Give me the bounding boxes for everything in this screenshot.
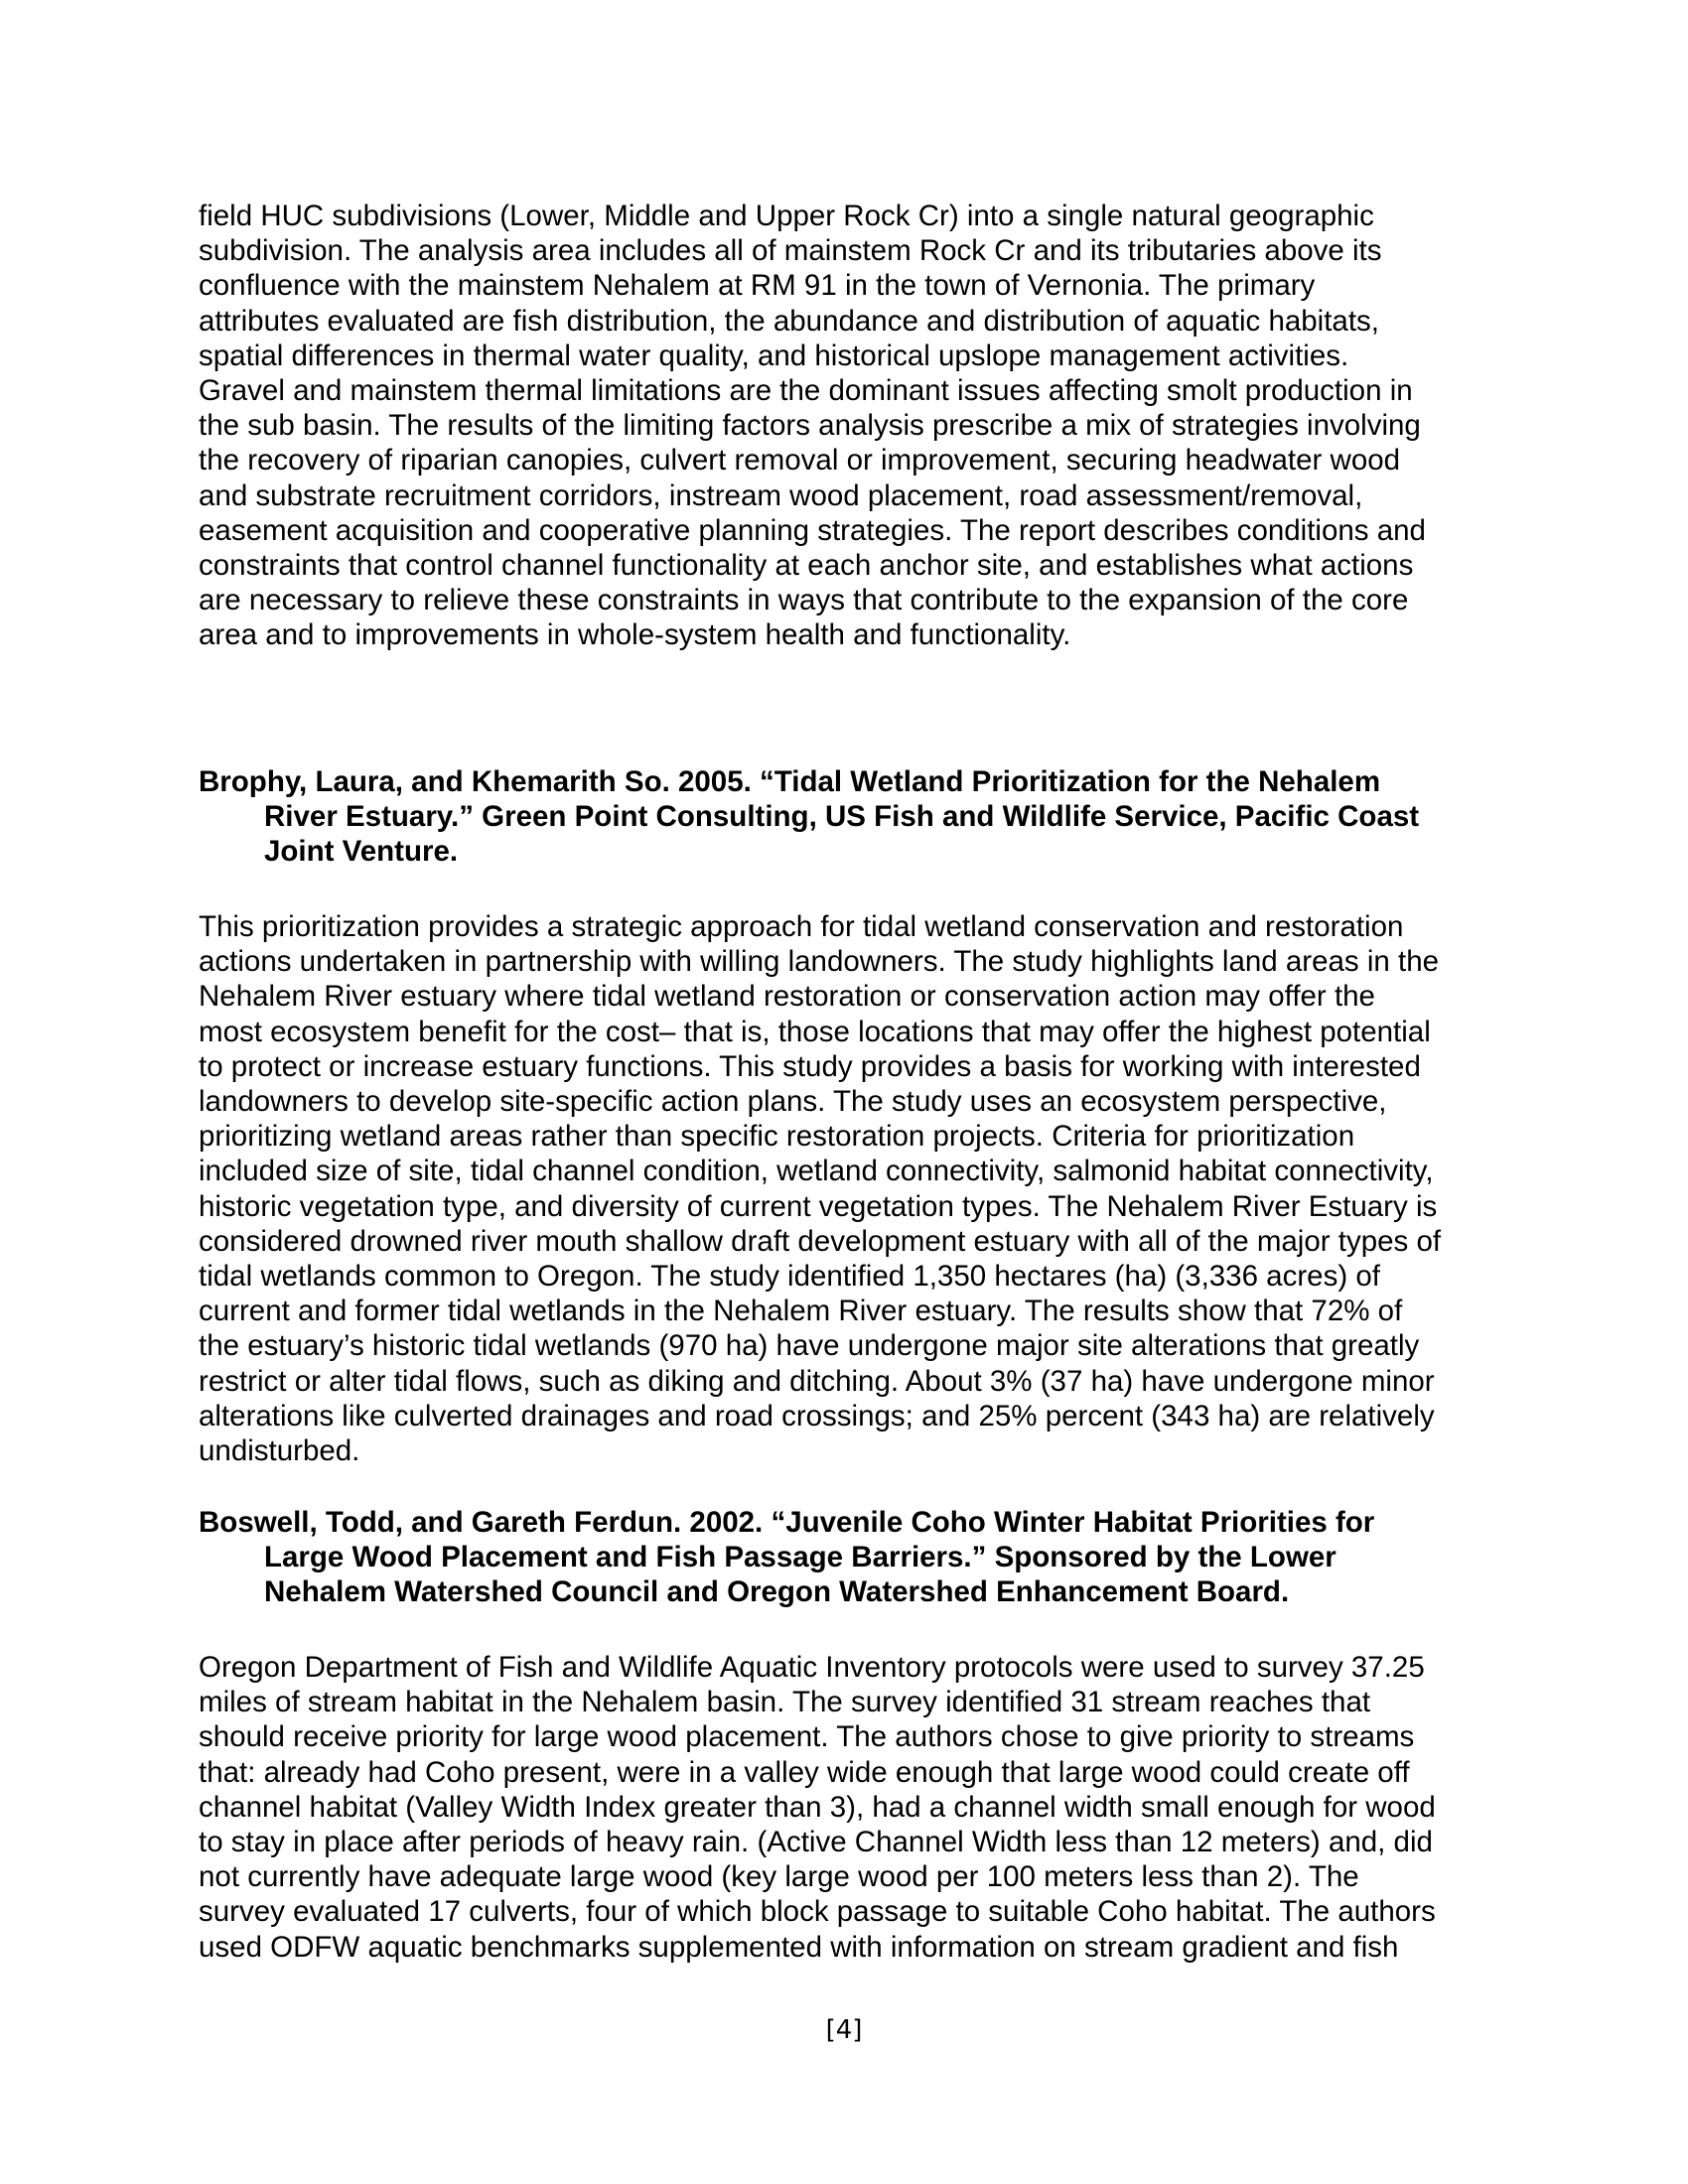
abstract-boswell-2002: Oregon Department of Fish and Wildlife Aquatic Inventory protocols were used to survey 37.25 miles of stream habitat in the Nehalem basin. The survey identified 31 stream reaches that should receive priority for large wood placement. The authors chose to give priority to streams that: already had Coho present, were in a valley wide enough that large wood could create off channel habitat (Valley Width Index greater than 3), had a channel width small enough for wood to stay in place after periods of heavy rain. (Active Channel Width less than 12 meters) and, did not currently have adequate large wood (key large wood per 100 meters less than 2). The survey evaluated 17 culverts, four of which block passage to suitable Coho habitat. The authors used ODFW aquatic benchmarks supplemented with information on stream gradient and fish bbox=[199, 1651, 1436, 1964]
intro-paragraph: field HUC subdivisions (Lower, Middle and Upper Rock Cr) into a single natural geographic subdivision. The analysis area includes all of mainstem Rock Cr and its tributaries above its confluence with the mainstem Nehalem at RM 91 in the town of Vernonia. The primary attributes evaluated are fish distribution, the abundance and distribution of aquatic habitats, spatial differences in thermal water quality, and historical upslope management activities. Gravel and mainstem thermal limitations are the dominant issues affecting smolt production in the sub basin. The results of the limiting factors analysis prescribe a mix of strategies involving the recovery of riparian canopies, culvert removal or improvement, securing headwater wood and substrate recruitment corridors, instream wood placement, road assessment/removal, easement acquisition and cooperative planning strategies. The report describes conditions and constraints that control channel functionality at each anchor site, and establishes what actions are necessary to relieve these constraints in ways that contribute to the expansion of the core area and to improvements in whole-system health and functionality. bbox=[199, 200, 1426, 652]
page-number: [4] bbox=[825, 2015, 863, 2045]
citation-brophy-2005: Brophy, Laura, and Khemarith So. 2005. “Tidal Wetland Prioritization for the Nehalem River Estuary.” Green Point Consulting, US Fish and Wildlife Service, Pacific Coast Joint Venture. bbox=[199, 765, 1420, 869]
abstract-brophy-2005: This prioritization provides a strategic approach for tidal wetland conservation and restoration actions undertaken in partnership with willing landowners. The study highlights land areas in the Nehalem River estuary where tidal wetland restoration or conservation action may offer the most ecosystem benefit for the cost– that is, those locations that may offer the highest potential to protect or increase estuary functions. This study provides a basis for working with interested landowners to develop site-specific action plans. The study uses an ecosystem perspective, prioritizing wetland areas rather than specific restoration projects. Criteria for prioritization included size of site, tidal channel condition, wetland connectivity, salmonid habitat connectivity, historic vegetation type, and diversity of current vegetation types. The Nehalem River Estuary is considered drowned river mouth shallow draft development estuary with all of the major types of tidal wetlands common to Oregon. The study identified 1,350 hectares (ha) (3,336 acres) of current and former tidal wetlands in the Nehalem River estuary. The results show that 72% of the estuary’s historic tidal wetlands (970 ha) have undergone major site alterations that greatly restrict or alter tidal flows, such as diking and ditching. About 3% (37 ha) have undergone minor alterations like culverted drainages and road crossings; and 25% percent (343 ha) are relatively undisturbed. bbox=[199, 910, 1442, 1468]
citation-boswell-2002: Boswell, Todd, and Gareth Ferdun. 2002. “Juvenile Coho Winter Habitat Priorities for Large Wood Placement and Fish Passage Barriers.” Sponsored by the Lower Nehalem Watershed Council and Oregon Watershed Enhancement Board. bbox=[199, 1506, 1375, 1609]
